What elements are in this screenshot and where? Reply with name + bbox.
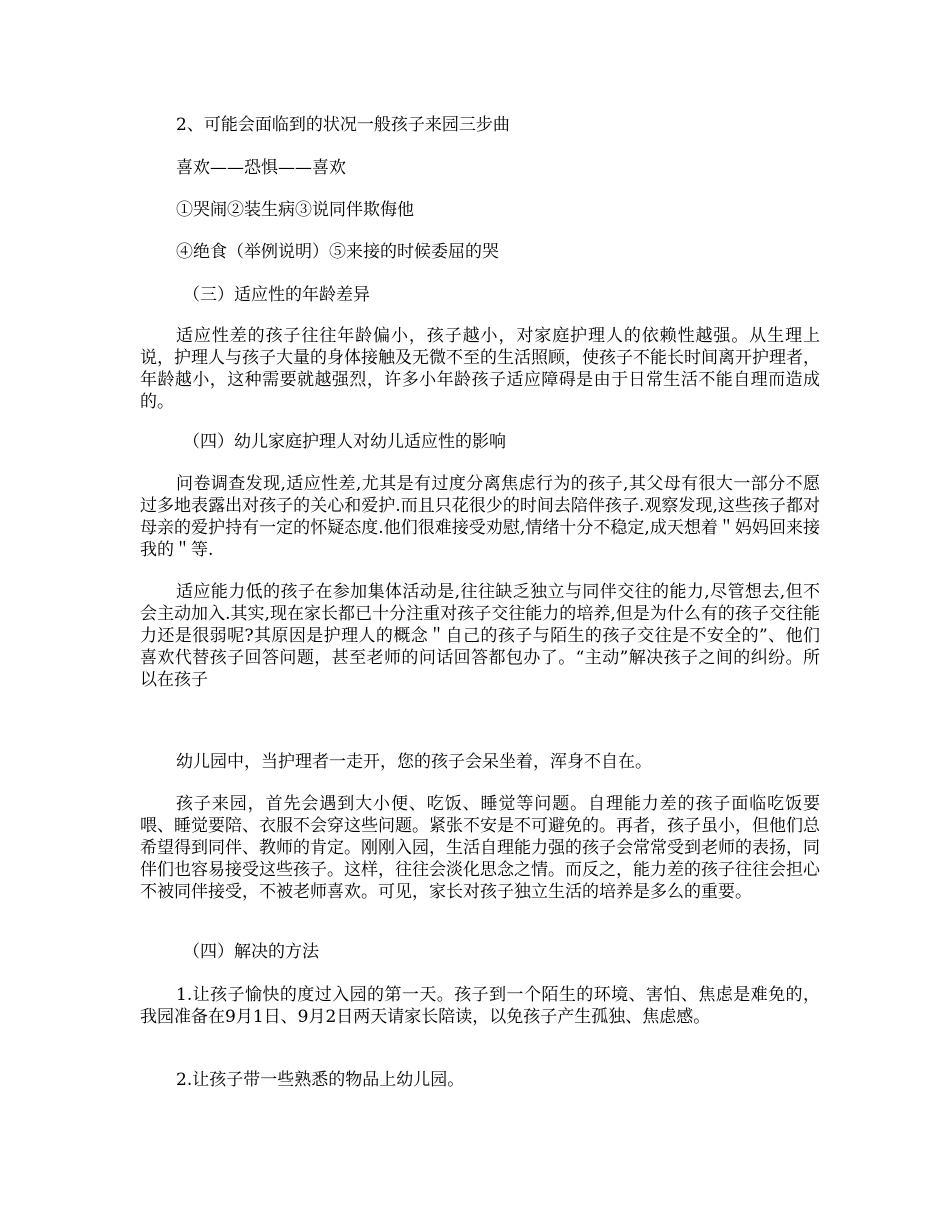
paragraph-method-2: 2.让孩子带一些熟悉的物品上幼儿园。: [176, 1070, 465, 1090]
paragraph-social: 适应能力低的孩子在参加集体活动是,往往缺乏独立与同伴交往的能力,尽管想去,但不会主动加入.其实,现在家长都已十分注重对孩子交往能力的培养,但是为什么有的孩子交往能力还是很弱呢?其原因是护理人的概念＂自己的孩子与陌生的孩子交往是不安全的”、他们喜欢代替孩子回答问题，甚至老师的问话回答都包办了。“主动”解决孩子之间的纠纷。所以在孩子: [140, 582, 820, 690]
paragraph-selfcare: 孩子来园，首先会遇到大小便、吃饭、睡觉等问题。自理能力差的孩子面临吃饭要喂、睡觉要陪、衣服不会穿这些问题。紧张不安是不可避免的。再者，孩子虽小，但他们总希望得到同伴、教师的肯定。刚刚入园，生活自理能力强的孩子会常常受到老师的表扬，同伴们也容易接受这些孩子。这样，往往会淡化思念之情。而反之，能力差的孩子往往会担心不被同伴接受，不被老师喜欢。可见，家长对孩子独立生活的培养是多么的重要。: [140, 794, 820, 902]
list-heading: 2、可能会面临到的状况一般孩子来园三步曲: [176, 115, 510, 135]
stage-sequence: 喜欢——恐惧——喜欢: [176, 158, 346, 178]
section-heading-caregiver: （四）幼儿家庭护理人对幼儿适应性的影响: [183, 432, 506, 452]
paragraph-kindergarten: 幼儿园中，当护理者一走开，您的孩子会呆坐着，浑身不自在。: [176, 752, 652, 772]
section-heading-methods: （四）解决的方法: [183, 942, 319, 962]
paragraph-method-1: 1.让孩子愉快的度过入园的第一天。孩子到一个陌生的环境、害怕、焦虑是难免的，我园准备在9月1日、9月2日两天请家长陪读，以免孩子产生孤独、焦虑感。: [140, 985, 820, 1027]
section-heading-age: （三）适应性的年龄差异: [183, 285, 370, 305]
behavior-list-2: ④绝食（举例说明）⑤来接的时候委屈的哭: [176, 242, 499, 262]
paragraph-survey: 问卷调查发现,适应性差,尤其是有过度分离焦虑行为的孩子,其父母有很大一部分不愿过多地表露出对孩子的关心和爱护.而且只花很少的时间去陪伴孩子.观察发现,这些孩子都对母亲的爱护持有一定的怀疑态度.他们很难接受劝慰,情绪十分不稳定,成天想着＂妈妈回来接我的＂等.: [140, 474, 820, 560]
paragraph-age: 适应性差的孩子往往年龄偏小，孩子越小，对家庭护理人的依赖性越强。从生理上说，护理人与孩子大量的身体接触及无微不至的生活照顾，使孩子不能长时间离开护理者，年龄越小，这种需要就越强烈，许多小年龄孩子适应障碍是由于日常生活不能自理而造成的。: [140, 326, 820, 412]
behavior-list-1: ①哭闹②装生病③说同伴欺侮他: [176, 200, 414, 220]
